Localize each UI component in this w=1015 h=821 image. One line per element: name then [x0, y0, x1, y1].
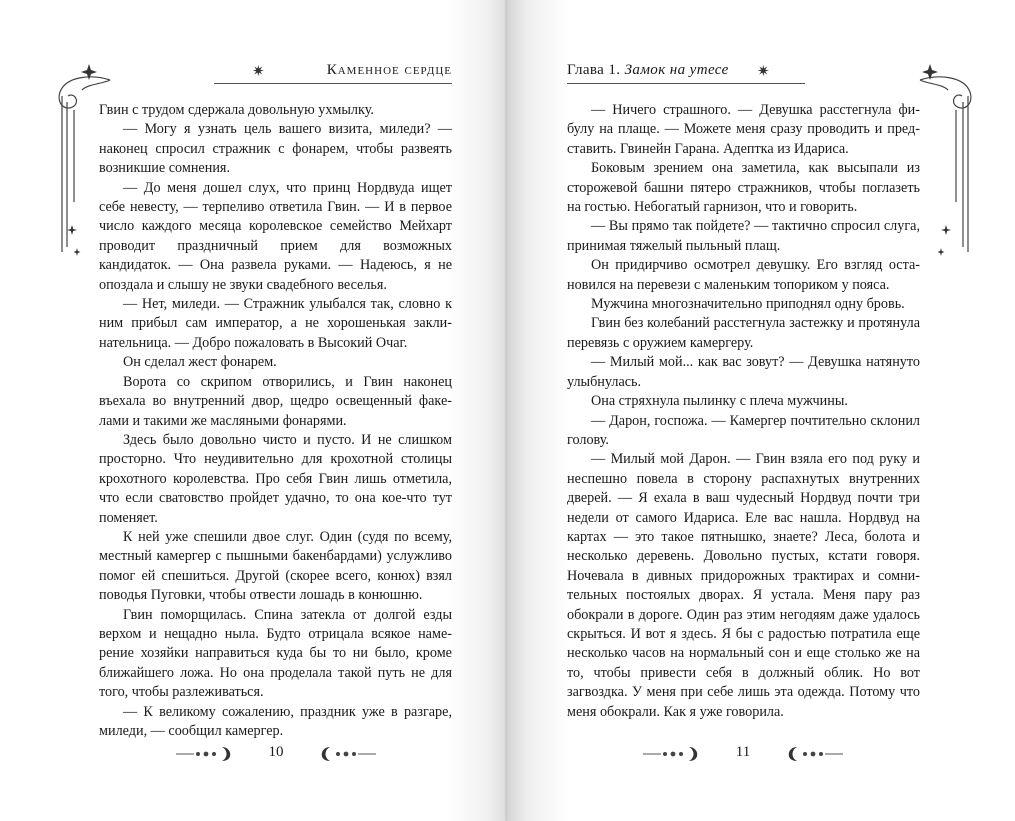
paragraph: Он сделал жест фонарем.	[123, 354, 277, 371]
folio-ornament-right-icon	[781, 744, 843, 764]
header-rule	[567, 83, 805, 84]
paragraph: Гвин поморщилась. Спина затекла от долгой езды верхом и нещадно ныла. Будто отрицала всякое намерение хозяйки направиться куда бы то ни было, кроме ближайшего ложа. Но она проделала такой путь не для того, чтобы разлеживаться.	[99, 606, 452, 701]
paragraph: — Могу я узнать цель вашего визита, миледи? — наконец спросил стражник с фонарем, чтобы развеять возникшие сомнения.	[99, 121, 452, 177]
paragraph: — Милый мой Дарон. — Гвин взяла его под руку и неспешно повела в сторону распахнутых внутренних дверей. — Я ехала в ваш чудесный Нордвуд почти три недели от самого Идариса. Еле вас нашла. Нордвуд на картах — это такое пятнышко, знаете? Леса, болота и несколько деревень. Довольно пустых, кстати говоря. Ночевала в дивных придорожных трактирах и сомнительных постоялых дворах. Я устала. Меня пару раз обокрали в дороге. Один раз этим негодяям даже удалось скрыться. И вот я здесь. Я бы с радостью потратила еще несколько часов на нормальный сон и еще столько же на то, чтобы привести себя в должный облик. Но вот загвоздка. У меня при себе лишь эта одежда. Потому что меня обокрали. Как я уже говорила.	[567, 451, 920, 720]
paragraph: — Нет, миледи. — Стражник улыбался так, словно к ним прибыл сам император, а не хорошенькая заклинательница. — Добро пожаловать в Высокий Очаг.	[99, 296, 452, 351]
paragraph: Мужчина многозначительно приподнял одну бровь.	[591, 296, 905, 313]
paragraph: Боковым зрением она заметила, как высыпали из сторожевой башни пятеро стражников, чтобы поглазеть на гостью. Небогатый гарнизон, что и говорить.	[567, 160, 920, 216]
page-number: 11	[735, 744, 751, 760]
paragraph: — До меня дошел слух, что принц Нордвуда ищет себе невесту, — терпеливо ответила Гвин. — И в первое число каждого месяца королевское семейство Мейхарт проводит праздничный прием для возможных кандидаток. — Она развела руками. — Надеюсь, я не опоздала и слышу не звуки свадебного веселья.	[99, 179, 452, 293]
left-page	[0, 0, 507, 821]
paragraph: К ней уже спешили двое слуг. Один (судя по всему, местный камергер с пышными бакенбардами) услужливо помог ей спешиться. Другой (скорее всего, конюх) взял поводья Пуговки, чтобы отвести лошадь в конюшню.	[99, 528, 452, 604]
page-number-left	[176, 742, 376, 766]
paragraph: — К великому сожалению, праздник уже в разгаре, миледи, — сообщил камергер.	[99, 703, 452, 739]
folio-ornament-right-icon	[314, 744, 376, 764]
book-gutter	[505, 0, 508, 821]
running-head-chapter	[567, 62, 729, 79]
right-page-body	[567, 101, 920, 722]
header-rule	[214, 83, 452, 84]
paragraph: Гвин с трудом сдержала довольную ухмылку.	[99, 102, 374, 118]
running-head-right	[567, 60, 805, 84]
paragraph: Здесь было довольно чисто и пусто. И не слишком просторно. Что неудивительно для крохотной столицы крохотного королевства. Про себя Гвин лишь отметила, что если сватовство пройдет удачно, то она кое-что тут поменяет.	[99, 431, 452, 526]
paragraph: Она стряхнула пылинку с плеча мужчины.	[591, 393, 848, 410]
paragraph: — Милый мой... как вас зовут? — Девушка натянуто улыбнулась.	[567, 354, 920, 390]
paragraph: — Дарон, госпожа. — Камергер почтительно склонил голову.	[567, 412, 920, 448]
running-head-book-title: Каменное сердце	[326, 62, 452, 78]
paragraph: Гвин без колебаний расстегнула застежку и протянула перевязь с оружием камергеру.	[567, 315, 920, 351]
page-number-right	[643, 742, 843, 766]
paragraph: Он придирчиво осмотрел девушку. Его взгляд остановился на перевези с маленьким топориком у пояса.	[567, 257, 920, 293]
asterisk-ornament-icon: ✷	[252, 64, 265, 80]
asterisk-ornament-icon: ✷	[757, 64, 770, 80]
running-head-left	[214, 60, 452, 84]
page-number: 10	[268, 744, 284, 760]
paragraph: Ворота со скрипом отворились, и Гвин наконец въехала во внутренний двор, щедро освещенный факелами и такими же масляными фонарями.	[99, 373, 452, 429]
chapter-title: Замок на утесе	[624, 62, 729, 78]
paragraph: — Вы прямо так пойдете? — тактично спросил слуга, принимая тяжелый пыльный плащ.	[567, 218, 920, 254]
left-page-body	[99, 101, 452, 741]
paragraph: — Ничего страшного. — Девушка расстегнула фибулу на плаще. — Можете меня сразу проводить и представить. Гвинейн Гарана. Адептка из Идариса.	[567, 102, 920, 157]
chapter-label: Глава 1.	[567, 62, 621, 78]
